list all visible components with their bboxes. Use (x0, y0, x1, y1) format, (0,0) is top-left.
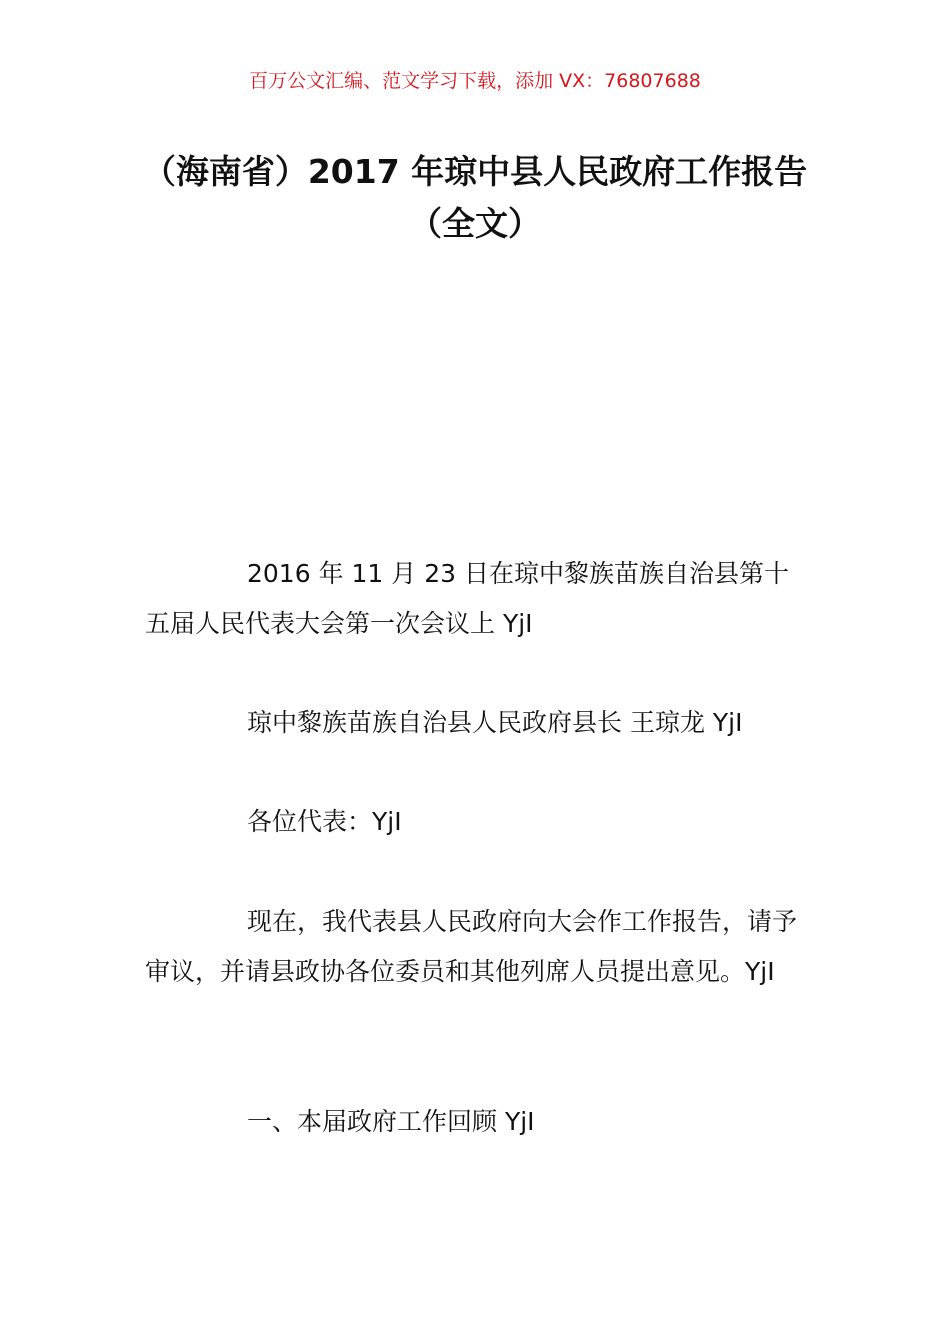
paragraph-salutation: 各位代表：YjI (247, 807, 402, 836)
paragraph-speaker: 琼中黎族苗族自治县人民政府县长 王琼龙 YjI (247, 708, 743, 737)
header-note: 百万公文汇编、范文学习下载，添加 VX：76807688 (249, 70, 701, 92)
document-title: （海南省）2017 年琼中县人民政府工作报告（全文） (142, 152, 808, 243)
paragraph-intro: 现在，我代表县人民政府向大会作工作报告，请予审议，并请县政协各位委员和其他列席人员提出意见。YjI (145, 907, 798, 986)
section-heading: 一、本届政府工作回顾 YjI (247, 1107, 535, 1136)
paragraph-meeting-info: 2016 年 11 月 23 日在琼中黎族苗族自治县第十五届人民代表大会第一次会议上 YjI (145, 559, 789, 638)
